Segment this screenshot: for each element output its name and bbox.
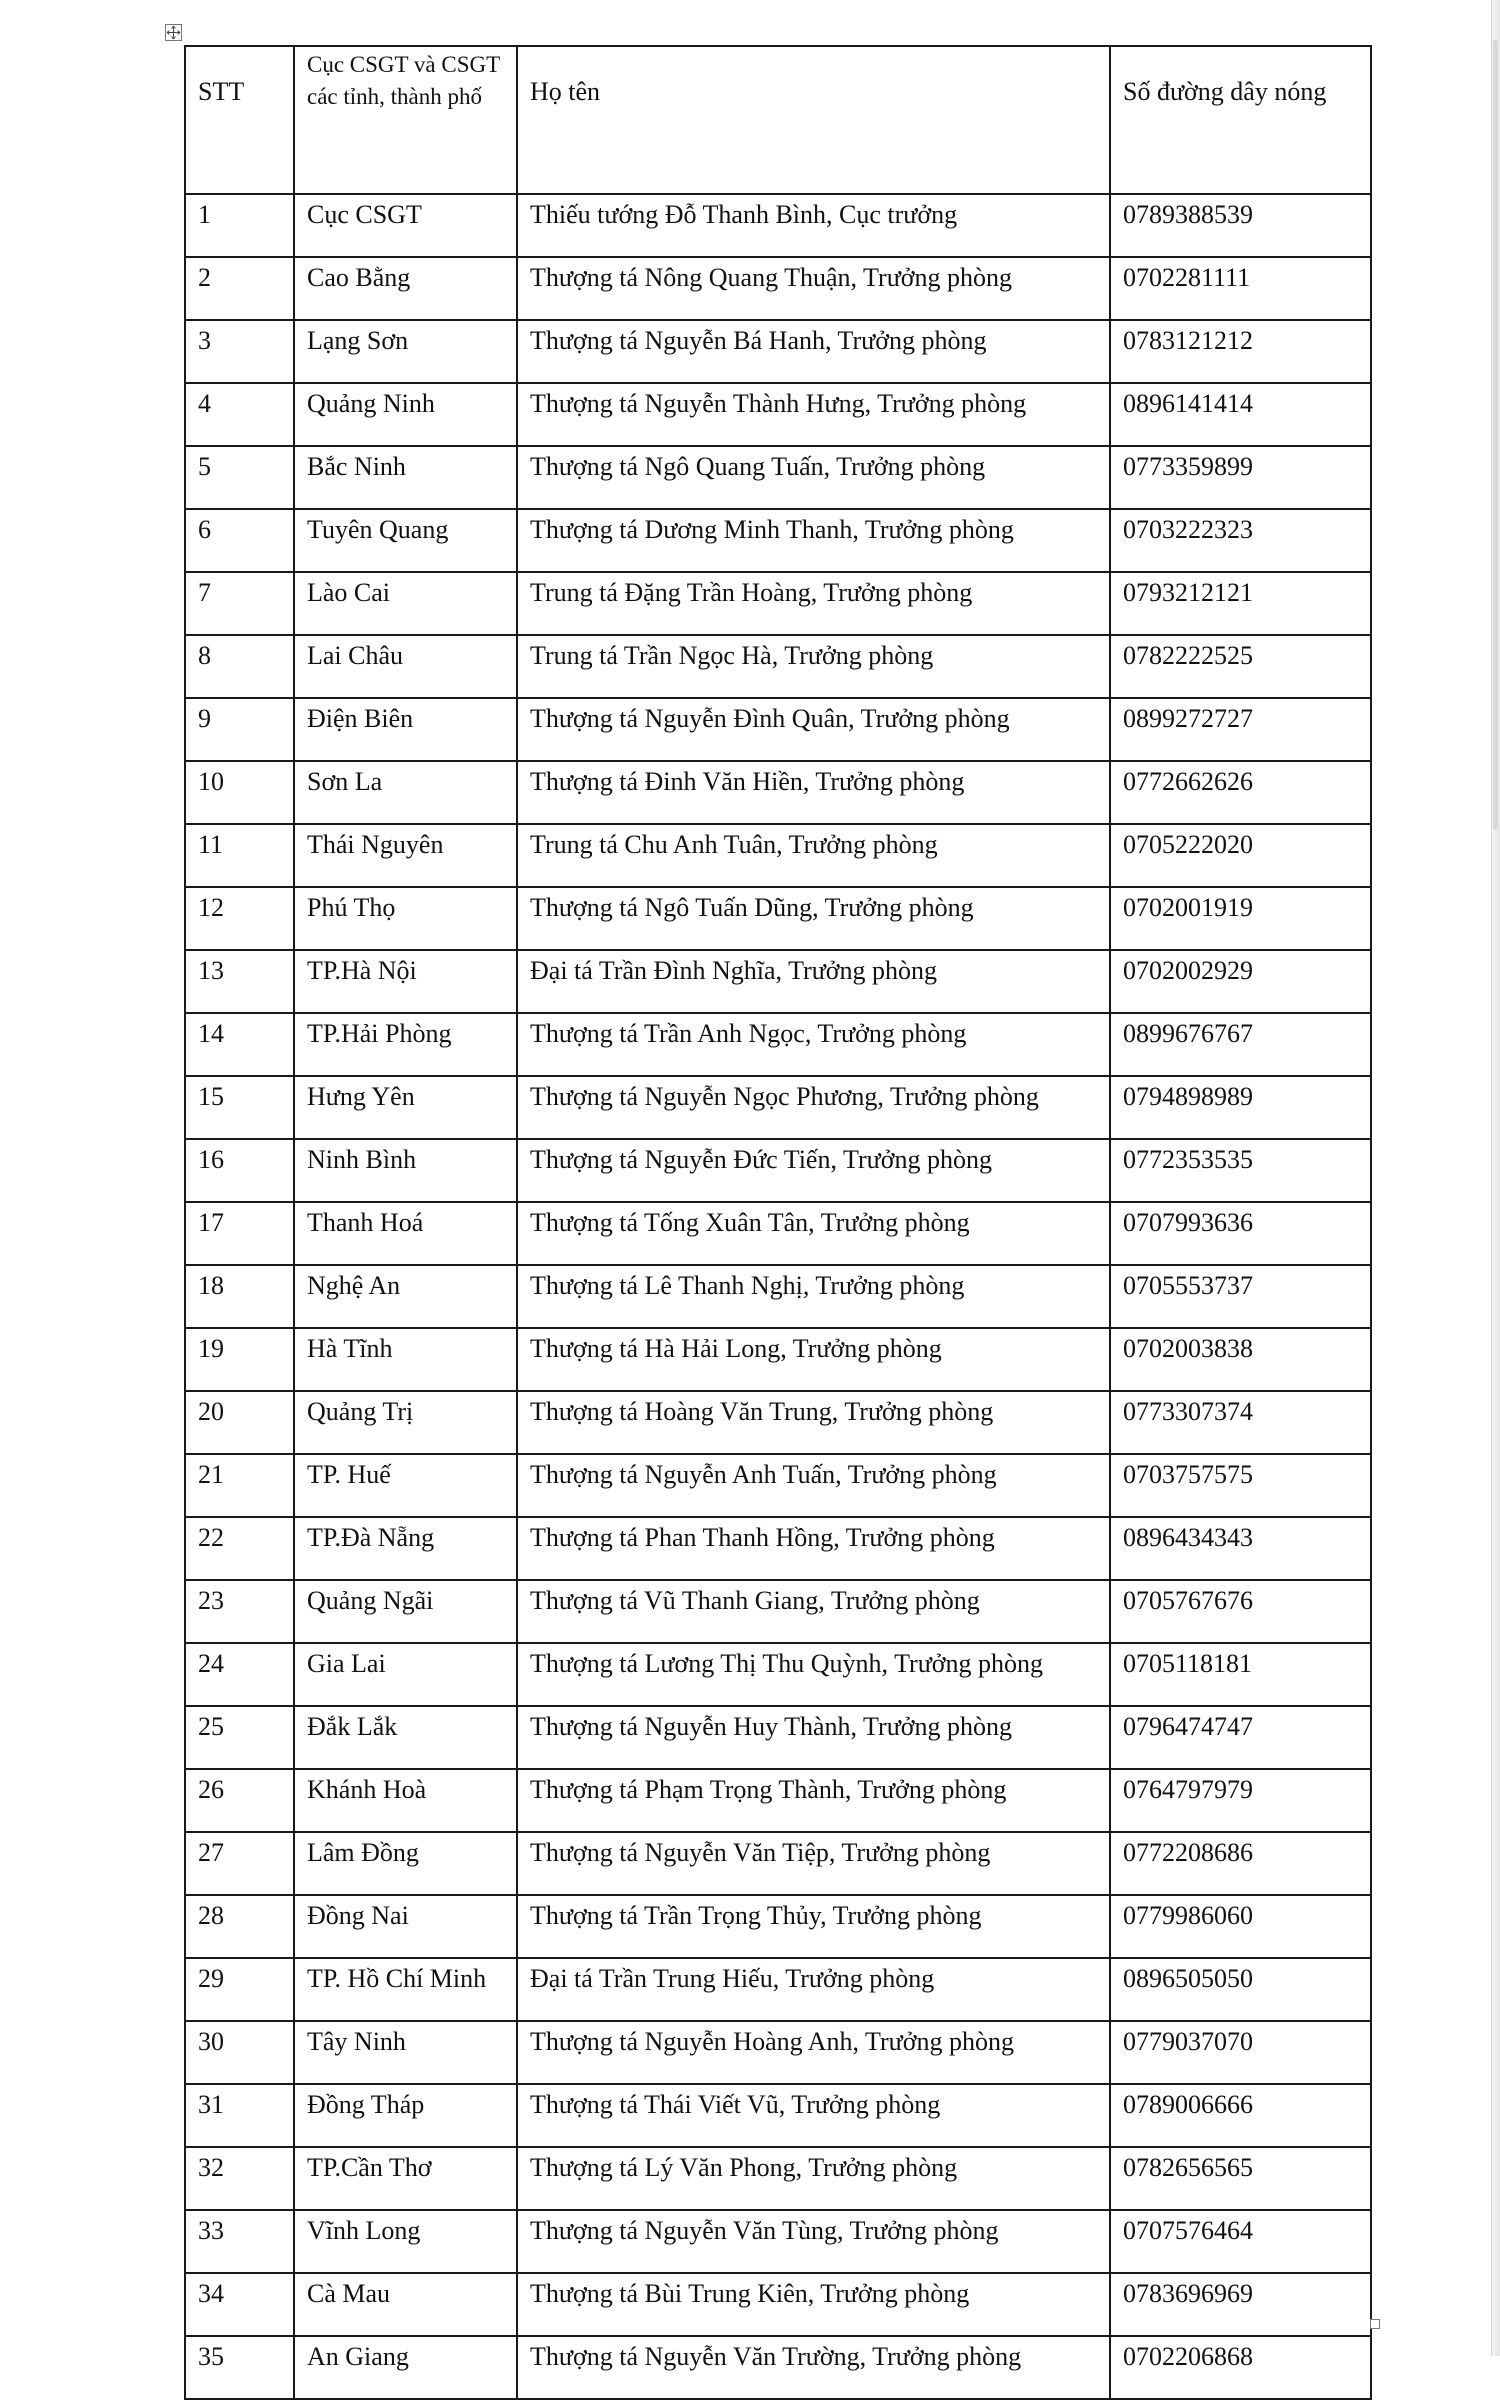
cell-phone: 0764797979 <box>1110 1769 1371 1832</box>
cell-phone: 0794898989 <box>1110 1076 1371 1139</box>
table-row <box>185 1643 1371 1706</box>
cell-phone: 0783121212 <box>1110 320 1371 383</box>
cell-name: Trung tá Trần Ngọc Hà, Trưởng phòng <box>517 635 1110 698</box>
table-row <box>185 635 1371 698</box>
table-row <box>185 1580 1371 1643</box>
cell-stt: 7 <box>185 572 294 635</box>
table-row <box>185 2147 1371 2210</box>
table-row <box>185 1391 1371 1454</box>
table-row <box>185 1958 1371 2021</box>
cell-phone: 0899272727 <box>1110 698 1371 761</box>
header-stt: STT <box>185 46 294 194</box>
table-row <box>185 2210 1371 2273</box>
cell-name: Thượng tá Lý Văn Phong, Trưởng phòng <box>517 2147 1110 2210</box>
cell-unit: Cục CSGT <box>294 194 517 257</box>
table-row <box>185 1202 1371 1265</box>
cell-unit: Quảng Trị <box>294 1391 517 1454</box>
cell-name: Thượng tá Nguyễn Bá Hanh, Trưởng phòng <box>517 320 1110 383</box>
header-name: Họ tên <box>517 46 1110 194</box>
cell-unit: Đồng Nai <box>294 1895 517 1958</box>
cell-stt: 3 <box>185 320 294 383</box>
cell-phone: 0705553737 <box>1110 1265 1371 1328</box>
cell-stt: 1 <box>185 194 294 257</box>
cell-name: Thượng tá Hà Hải Long, Trưởng phòng <box>517 1328 1110 1391</box>
cell-name: Đại tá Trần Đình Nghĩa, Trưởng phòng <box>517 950 1110 1013</box>
cell-name: Thiếu tướng Đỗ Thanh Bình, Cục trưởng <box>517 194 1110 257</box>
cell-stt: 15 <box>185 1076 294 1139</box>
cell-stt: 5 <box>185 446 294 509</box>
cell-unit: Cao Bằng <box>294 257 517 320</box>
cell-stt: 21 <box>185 1454 294 1517</box>
cell-unit: Nghệ An <box>294 1265 517 1328</box>
cell-name: Thượng tá Bùi Trung Kiên, Trưởng phòng <box>517 2273 1110 2336</box>
cell-name: Thượng tá Ngô Quang Tuấn, Trưởng phòng <box>517 446 1110 509</box>
table-row <box>185 1265 1371 1328</box>
cell-name: Thượng tá Nguyễn Thành Hưng, Trưởng phòng <box>517 383 1110 446</box>
cell-stt: 25 <box>185 1706 294 1769</box>
cell-name: Trung tá Chu Anh Tuân, Trưởng phòng <box>517 824 1110 887</box>
cell-unit: Khánh Hoà <box>294 1769 517 1832</box>
cell-unit: Lâm Đồng <box>294 1832 517 1895</box>
cell-name: Thượng tá Đinh Văn Hiền, Trưởng phòng <box>517 761 1110 824</box>
cell-stt: 20 <box>185 1391 294 1454</box>
cell-name: Thượng tá Phan Thanh Hồng, Trưởng phòng <box>517 1517 1110 1580</box>
cell-unit: TP. Hồ Chí Minh <box>294 1958 517 2021</box>
vertical-scrollbar[interactable] <box>1491 0 1500 2356</box>
cell-stt: 6 <box>185 509 294 572</box>
table-row <box>185 824 1371 887</box>
table-resize-handle[interactable] <box>1370 2319 1380 2329</box>
cell-phone: 0705222020 <box>1110 824 1371 887</box>
cell-unit: Đồng Tháp <box>294 2084 517 2147</box>
cell-unit: Vĩnh Long <box>294 2210 517 2273</box>
table-row <box>185 2021 1371 2084</box>
cell-unit: Tuyên Quang <box>294 509 517 572</box>
table-row <box>185 2336 1371 2399</box>
table-row <box>185 194 1371 257</box>
cell-unit: Lạng Sơn <box>294 320 517 383</box>
table-row <box>185 887 1371 950</box>
cell-stt: 22 <box>185 1517 294 1580</box>
cell-phone: 0779986060 <box>1110 1895 1371 1958</box>
table-row <box>185 1139 1371 1202</box>
cell-stt: 27 <box>185 1832 294 1895</box>
cell-phone: 0896434343 <box>1110 1517 1371 1580</box>
hotline-table <box>184 45 1372 2400</box>
cell-stt: 4 <box>185 383 294 446</box>
cell-phone: 0703222323 <box>1110 509 1371 572</box>
cell-phone: 0702001919 <box>1110 887 1371 950</box>
cell-phone: 0782222525 <box>1110 635 1371 698</box>
cell-stt: 32 <box>185 2147 294 2210</box>
table-row <box>185 1832 1371 1895</box>
cell-phone: 0702002929 <box>1110 950 1371 1013</box>
cell-name: Thượng tá Ngô Tuấn Dũng, Trưởng phòng <box>517 887 1110 950</box>
table-row <box>185 257 1371 320</box>
cell-phone: 0773359899 <box>1110 446 1371 509</box>
cell-stt: 35 <box>185 2336 294 2399</box>
cell-phone: 0707576464 <box>1110 2210 1371 2273</box>
table-row <box>185 446 1371 509</box>
table-row <box>185 2273 1371 2336</box>
cell-phone: 0702206868 <box>1110 2336 1371 2399</box>
cell-stt: 26 <box>185 1769 294 1832</box>
table-move-handle-icon[interactable] <box>165 24 182 41</box>
cell-unit: Hưng Yên <box>294 1076 517 1139</box>
cell-phone: 0899676767 <box>1110 1013 1371 1076</box>
cell-name: Thượng tá Thái Viết Vũ, Trưởng phòng <box>517 2084 1110 2147</box>
table-row <box>185 1328 1371 1391</box>
table-row <box>185 761 1371 824</box>
cell-stt: 29 <box>185 1958 294 2021</box>
cell-stt: 17 <box>185 1202 294 1265</box>
cell-phone: 0796474747 <box>1110 1706 1371 1769</box>
cell-name: Thượng tá Nguyễn Ngọc Phương, Trưởng phòng <box>517 1076 1110 1139</box>
table-row <box>185 572 1371 635</box>
cell-stt: 31 <box>185 2084 294 2147</box>
cell-stt: 30 <box>185 2021 294 2084</box>
cell-name: Thượng tá Hoàng Văn Trung, Trưởng phòng <box>517 1391 1110 1454</box>
cell-unit: Quảng Ninh <box>294 383 517 446</box>
cell-unit: Lào Cai <box>294 572 517 635</box>
cell-stt: 34 <box>185 2273 294 2336</box>
cell-stt: 11 <box>185 824 294 887</box>
cell-phone: 0789006666 <box>1110 2084 1371 2147</box>
cell-name: Thượng tá Vũ Thanh Giang, Trưởng phòng <box>517 1580 1110 1643</box>
cell-stt: 8 <box>185 635 294 698</box>
cell-unit: TP.Hải Phòng <box>294 1013 517 1076</box>
cell-name: Thượng tá Trần Trọng Thủy, Trưởng phòng <box>517 1895 1110 1958</box>
cell-name: Thượng tá Tống Xuân Tân, Trưởng phòng <box>517 1202 1110 1265</box>
cell-stt: 9 <box>185 698 294 761</box>
cell-stt: 23 <box>185 1580 294 1643</box>
cell-name: Thượng tá Nguyễn Anh Tuấn, Trưởng phòng <box>517 1454 1110 1517</box>
cell-unit: Hà Tĩnh <box>294 1328 517 1391</box>
cell-unit: Phú Thọ <box>294 887 517 950</box>
cell-stt: 10 <box>185 761 294 824</box>
cell-stt: 2 <box>185 257 294 320</box>
cell-name: Thượng tá Nguyễn Đình Quân, Trưởng phòng <box>517 698 1110 761</box>
cell-name: Thượng tá Nguyễn Huy Thành, Trưởng phòng <box>517 1706 1110 1769</box>
header-unit: Cục CSGT và CSGT các tỉnh, thành phố <box>294 46 517 194</box>
table-row <box>185 509 1371 572</box>
cell-phone: 0705118181 <box>1110 1643 1371 1706</box>
cell-unit: Ninh Bình <box>294 1139 517 1202</box>
cell-stt: 19 <box>185 1328 294 1391</box>
cell-stt: 18 <box>185 1265 294 1328</box>
cell-phone: 0773307374 <box>1110 1391 1371 1454</box>
cell-stt: 28 <box>185 1895 294 1958</box>
cell-name: Thượng tá Nguyễn Đức Tiến, Trưởng phòng <box>517 1139 1110 1202</box>
cell-name: Thượng tá Lương Thị Thu Quỳnh, Trưởng phòng <box>517 1643 1110 1706</box>
cell-unit: Cà Mau <box>294 2273 517 2336</box>
table-row <box>185 1076 1371 1139</box>
cell-phone: 0772662626 <box>1110 761 1371 824</box>
cell-name: Đại tá Trần Trung Hiếu, Trưởng phòng <box>517 1958 1110 2021</box>
cell-phone: 0793212121 <box>1110 572 1371 635</box>
cell-name: Thượng tá Nguyễn Văn Trường, Trưởng phòng <box>517 2336 1110 2399</box>
cell-phone: 0772353535 <box>1110 1139 1371 1202</box>
table-row <box>185 2084 1371 2147</box>
cell-unit: TP.Đà Nẵng <box>294 1517 517 1580</box>
scrollbar-thumb[interactable] <box>1493 40 1498 830</box>
cell-name: Thượng tá Lê Thanh Nghị, Trưởng phòng <box>517 1265 1110 1328</box>
cell-phone: 0772208686 <box>1110 1832 1371 1895</box>
cell-stt: 13 <box>185 950 294 1013</box>
cell-phone: 0896505050 <box>1110 1958 1371 2021</box>
cell-unit: TP.Hà Nội <box>294 950 517 1013</box>
cell-name: Thượng tá Dương Minh Thanh, Trưởng phòng <box>517 509 1110 572</box>
cell-phone: 0707993636 <box>1110 1202 1371 1265</box>
cell-phone: 0896141414 <box>1110 383 1371 446</box>
cell-phone: 0702281111 <box>1110 257 1371 320</box>
table-row <box>185 320 1371 383</box>
table-body <box>185 194 1371 2399</box>
cell-unit: Thái Nguyên <box>294 824 517 887</box>
cell-name: Thượng tá Phạm Trọng Thành, Trưởng phòng <box>517 1769 1110 1832</box>
cell-unit: Gia Lai <box>294 1643 517 1706</box>
header-phone: Số đường dây nóng <box>1110 46 1371 194</box>
table-row <box>185 950 1371 1013</box>
table-row <box>185 1895 1371 1958</box>
cell-unit: Đắk Lắk <box>294 1706 517 1769</box>
cell-unit: Lai Châu <box>294 635 517 698</box>
cell-phone: 0783696969 <box>1110 2273 1371 2336</box>
cell-phone: 0703757575 <box>1110 1454 1371 1517</box>
table-row <box>185 1769 1371 1832</box>
cell-name: Trung tá Đặng Trần Hoàng, Trưởng phòng <box>517 572 1110 635</box>
cell-unit: Điện Biên <box>294 698 517 761</box>
table-row <box>185 1517 1371 1580</box>
table-row <box>185 698 1371 761</box>
cell-unit: Bắc Ninh <box>294 446 517 509</box>
cell-unit: Thanh Hoá <box>294 1202 517 1265</box>
cell-unit: TP. Huế <box>294 1454 517 1517</box>
cell-name: Thượng tá Nguyễn Văn Tiệp, Trưởng phòng <box>517 1832 1110 1895</box>
cell-unit: Sơn La <box>294 761 517 824</box>
cell-name: Thượng tá Nguyễn Văn Tùng, Trưởng phòng <box>517 2210 1110 2273</box>
table-row <box>185 1013 1371 1076</box>
cell-phone: 0779037070 <box>1110 2021 1371 2084</box>
cell-name: Thượng tá Trần Anh Ngọc, Trưởng phòng <box>517 1013 1110 1076</box>
table-row <box>185 1454 1371 1517</box>
cell-name: Thượng tá Nông Quang Thuận, Trưởng phòng <box>517 257 1110 320</box>
table-header-row <box>185 46 1371 194</box>
cell-phone: 0702003838 <box>1110 1328 1371 1391</box>
cell-stt: 16 <box>185 1139 294 1202</box>
cell-unit: TP.Cần Thơ <box>294 2147 517 2210</box>
cell-unit: An Giang <box>294 2336 517 2399</box>
cell-unit: Quảng Ngãi <box>294 1580 517 1643</box>
cell-phone: 0705767676 <box>1110 1580 1371 1643</box>
cell-unit: Tây Ninh <box>294 2021 517 2084</box>
cell-stt: 12 <box>185 887 294 950</box>
cell-name: Thượng tá Nguyễn Hoàng Anh, Trưởng phòng <box>517 2021 1110 2084</box>
cell-stt: 33 <box>185 2210 294 2273</box>
cell-phone: 0782656565 <box>1110 2147 1371 2210</box>
table-row <box>185 383 1371 446</box>
cell-stt: 14 <box>185 1013 294 1076</box>
cell-phone: 0789388539 <box>1110 194 1371 257</box>
table-row <box>185 1706 1371 1769</box>
cell-stt: 24 <box>185 1643 294 1706</box>
